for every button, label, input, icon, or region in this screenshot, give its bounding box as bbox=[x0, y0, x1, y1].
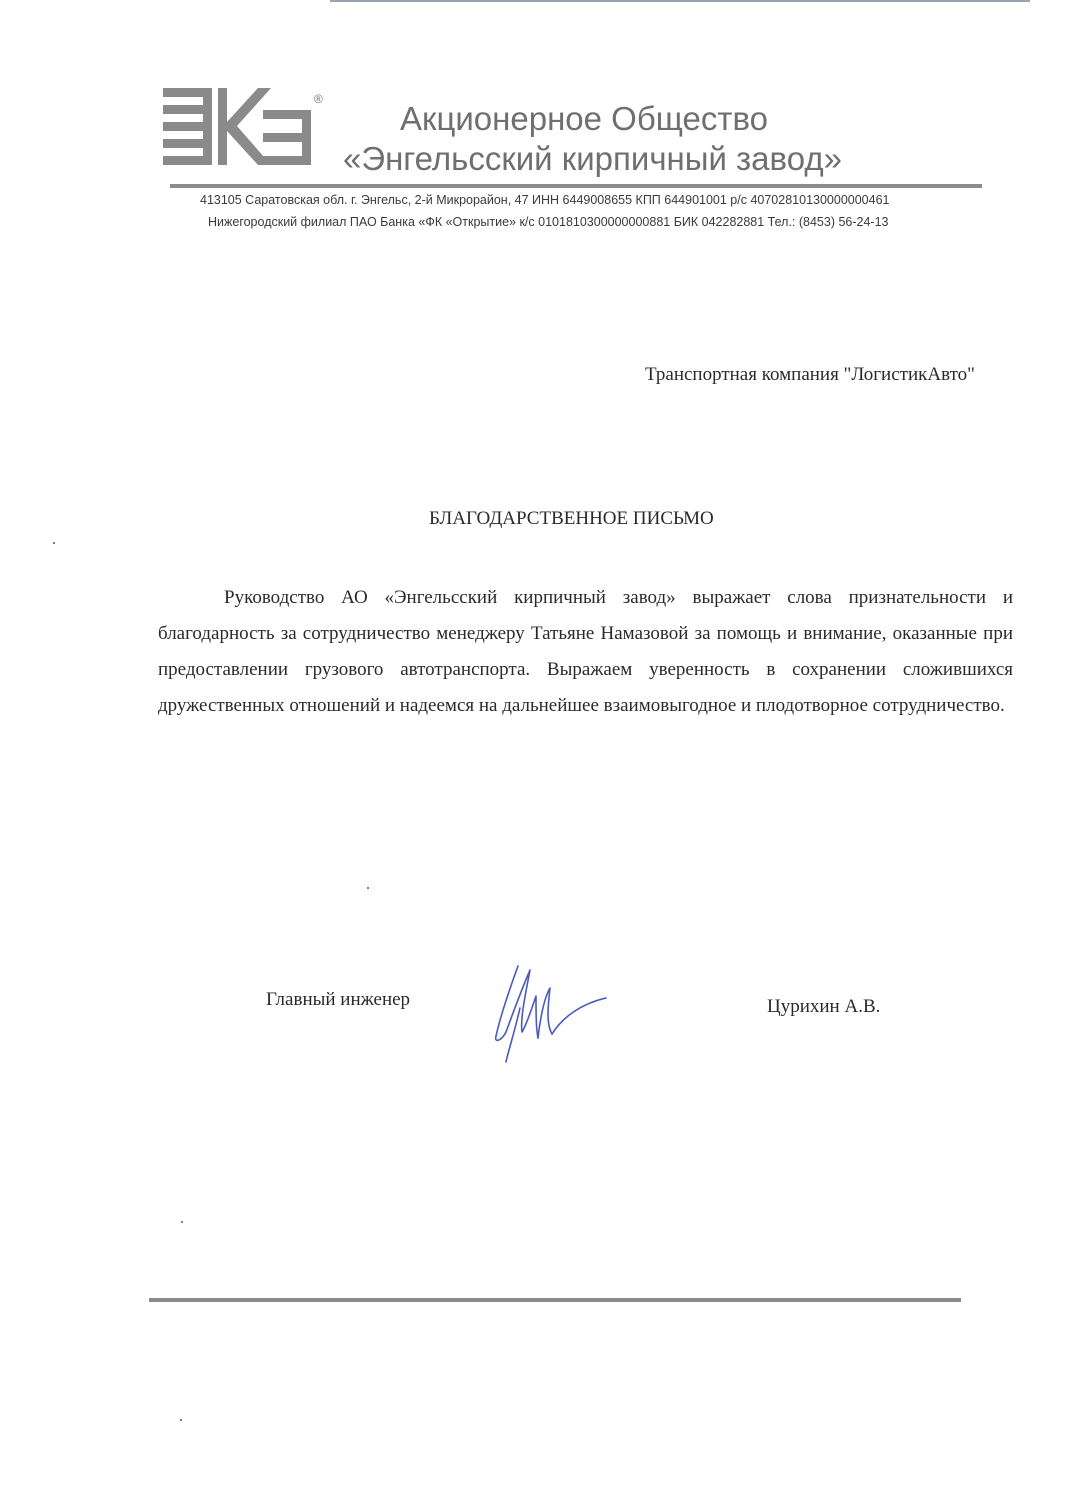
company-requisites-address: 413105 Саратовская обл. г. Энгельс, 2-й Микрорайон, 47 ИНН 6449008655 КПП 644901001 р/с 40702810130000000461 bbox=[200, 193, 890, 207]
document-title: БЛАГОДАРСТВЕННОЕ ПИСЬМО bbox=[429, 508, 714, 529]
scan-speck bbox=[367, 887, 369, 889]
header-divider bbox=[170, 184, 982, 188]
signer-position: Главный инженер bbox=[266, 989, 411, 1010]
letterhead bbox=[0, 0, 1091, 240]
scan-speck bbox=[180, 1419, 182, 1421]
registered-mark: ® bbox=[314, 92, 323, 106]
footer-divider bbox=[149, 1298, 961, 1302]
signer-name: Цурихин А.В. bbox=[767, 996, 881, 1017]
scan-speck bbox=[53, 542, 55, 544]
company-requisites-bank: Нижегородский филиал ПАО Банка «ФК «Открытие» к/с 0101810300000000881 БИК 042282881 Тел.: (8453) 56-24-13 bbox=[208, 215, 889, 229]
company-name: «Энгельсский кирпичный завод» bbox=[343, 140, 842, 177]
scan-speck bbox=[181, 1221, 183, 1223]
letter-body: Руководство АО «Энгельсский кирпичный завод» выражает слова признательности и благодарность за сотрудничество менеджеру Татьяне Намазовой за помощь и внимание, оказанные при предоставлении грузового автотранспорта. Выражаем уверенность в сохранении сложившихся дружественных отношений и надеемся на дальнейшее взаимовыгодное и плодотворное сотрудничество. bbox=[158, 587, 1013, 716]
company-logo bbox=[163, 88, 313, 168]
handwritten-signature bbox=[480, 948, 620, 1068]
recipient: Транспортная компания "ЛогистикАвто" bbox=[645, 364, 975, 385]
company-type: Акционерное Общество bbox=[400, 100, 768, 137]
